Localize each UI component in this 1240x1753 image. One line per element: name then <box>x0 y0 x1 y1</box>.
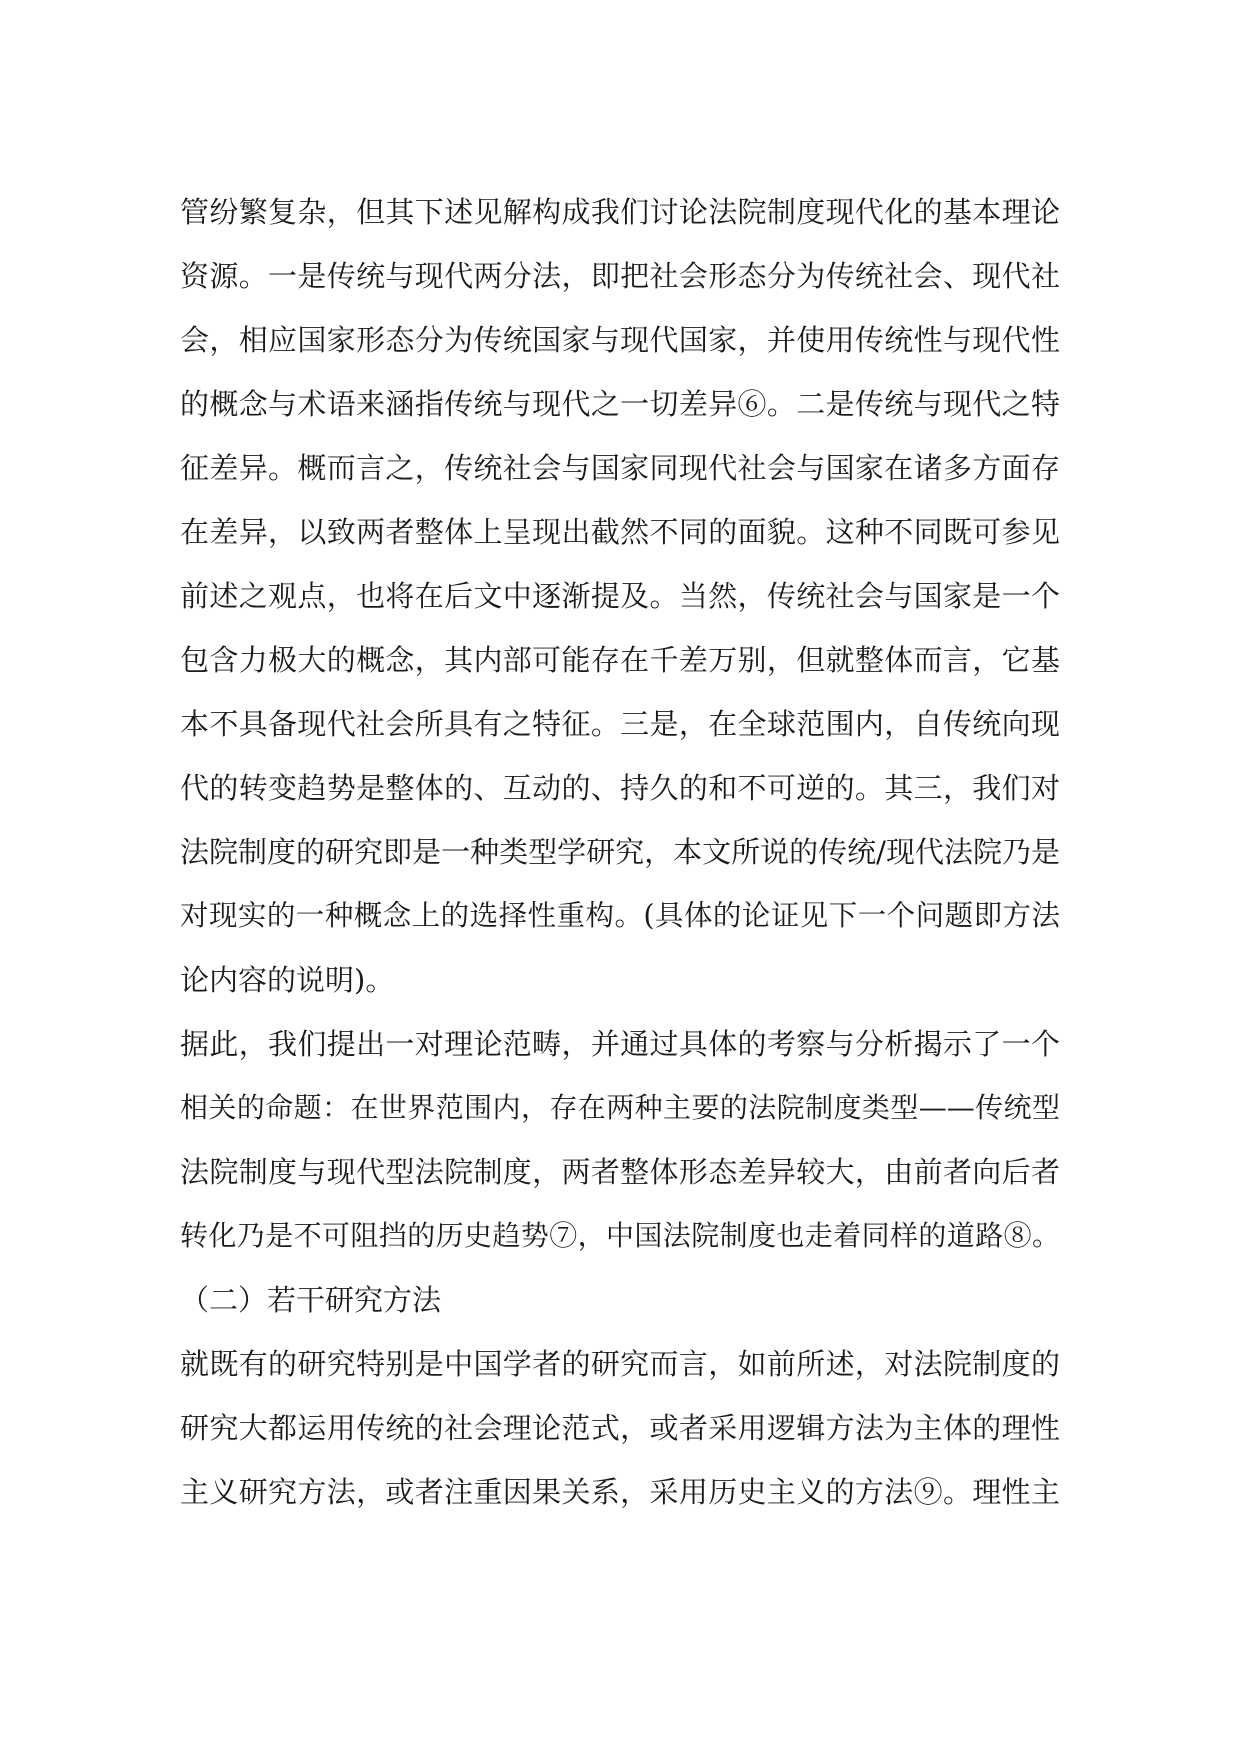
text-line-4: 的概念与术语来涵指传统与现代之一切差异⑥。二是传统与现代之特 <box>180 387 1060 421</box>
text-line-5: 征差异。概而言之，传统社会与国家同现代社会与国家在诸多方面存 <box>180 451 1060 485</box>
text-line-20: 研究大都运用传统的社会理论范式，或者采用逻辑方法为主体的理性 <box>180 1411 1060 1445</box>
text-line-2: 资源。一是传统与现代两分法，即把社会形态分为传统社会、现代社 <box>180 259 1060 293</box>
text-line-16: 法院制度与现代型法院制度，两者整体形态差异较大，由前者向后者 <box>180 1155 1060 1189</box>
text-line-13: 论内容的说明)。 <box>180 963 395 997</box>
text-line-7: 前述之观点，也将在后文中逐渐提及。当然，传统社会与国家是一个 <box>180 579 1060 613</box>
text-line-10: 代的转变趋势是整体的、互动的、持久的和不可逆的。其三，我们对 <box>180 771 1060 805</box>
text-line-19: 就既有的研究特别是中国学者的研究而言，如前所述，对法院制度的 <box>180 1347 1060 1381</box>
text-line-14: 据此，我们提出一对理论范畴，并通过具体的考察与分析揭示了一个 <box>180 1027 1060 1061</box>
text-line-3: 会，相应国家形态分为传统国家与现代国家，并使用传统性与现代性 <box>180 323 1060 357</box>
text-line-15: 相关的命题：在世界范围内，存在两种主要的法院制度类型——传统型 <box>180 1091 1060 1124</box>
text-line-11: 法院制度的研究即是一种类型学研究，本文所说的传统/现代法院乃是 <box>180 835 1060 869</box>
text-line-21: 主义研究方法，或者注重因果关系，采用历史主义的方法⑨。理性主 <box>180 1475 1060 1509</box>
section-heading: （二）若干研究方法 <box>180 1283 442 1317</box>
text-line-8: 包含力极大的概念，其内部可能存在千差万别，但就整体而言，它基 <box>180 643 1060 677</box>
text-line-12: 对现实的一种概念上的选择性重构。(具体的论证见下一个问题即方法 <box>180 899 1060 932</box>
text-line-9: 本不具备现代社会所具有之特征。三是，在全球范围内，自传统向现 <box>180 707 1060 741</box>
body-text <box>180 180 1060 1524</box>
text-line-17: 转化乃是不可阻挡的历史趋势⑦，中国法院制度也走着同样的道路⑧。 <box>180 1219 1060 1252</box>
text-line-6: 在差异，以致两者整体上呈现出截然不同的面貌。这种不同既可参见 <box>180 515 1060 549</box>
text-line-1: 管纷繁复杂，但其下述见解构成我们讨论法院制度现代化的基本理论 <box>180 195 1060 229</box>
